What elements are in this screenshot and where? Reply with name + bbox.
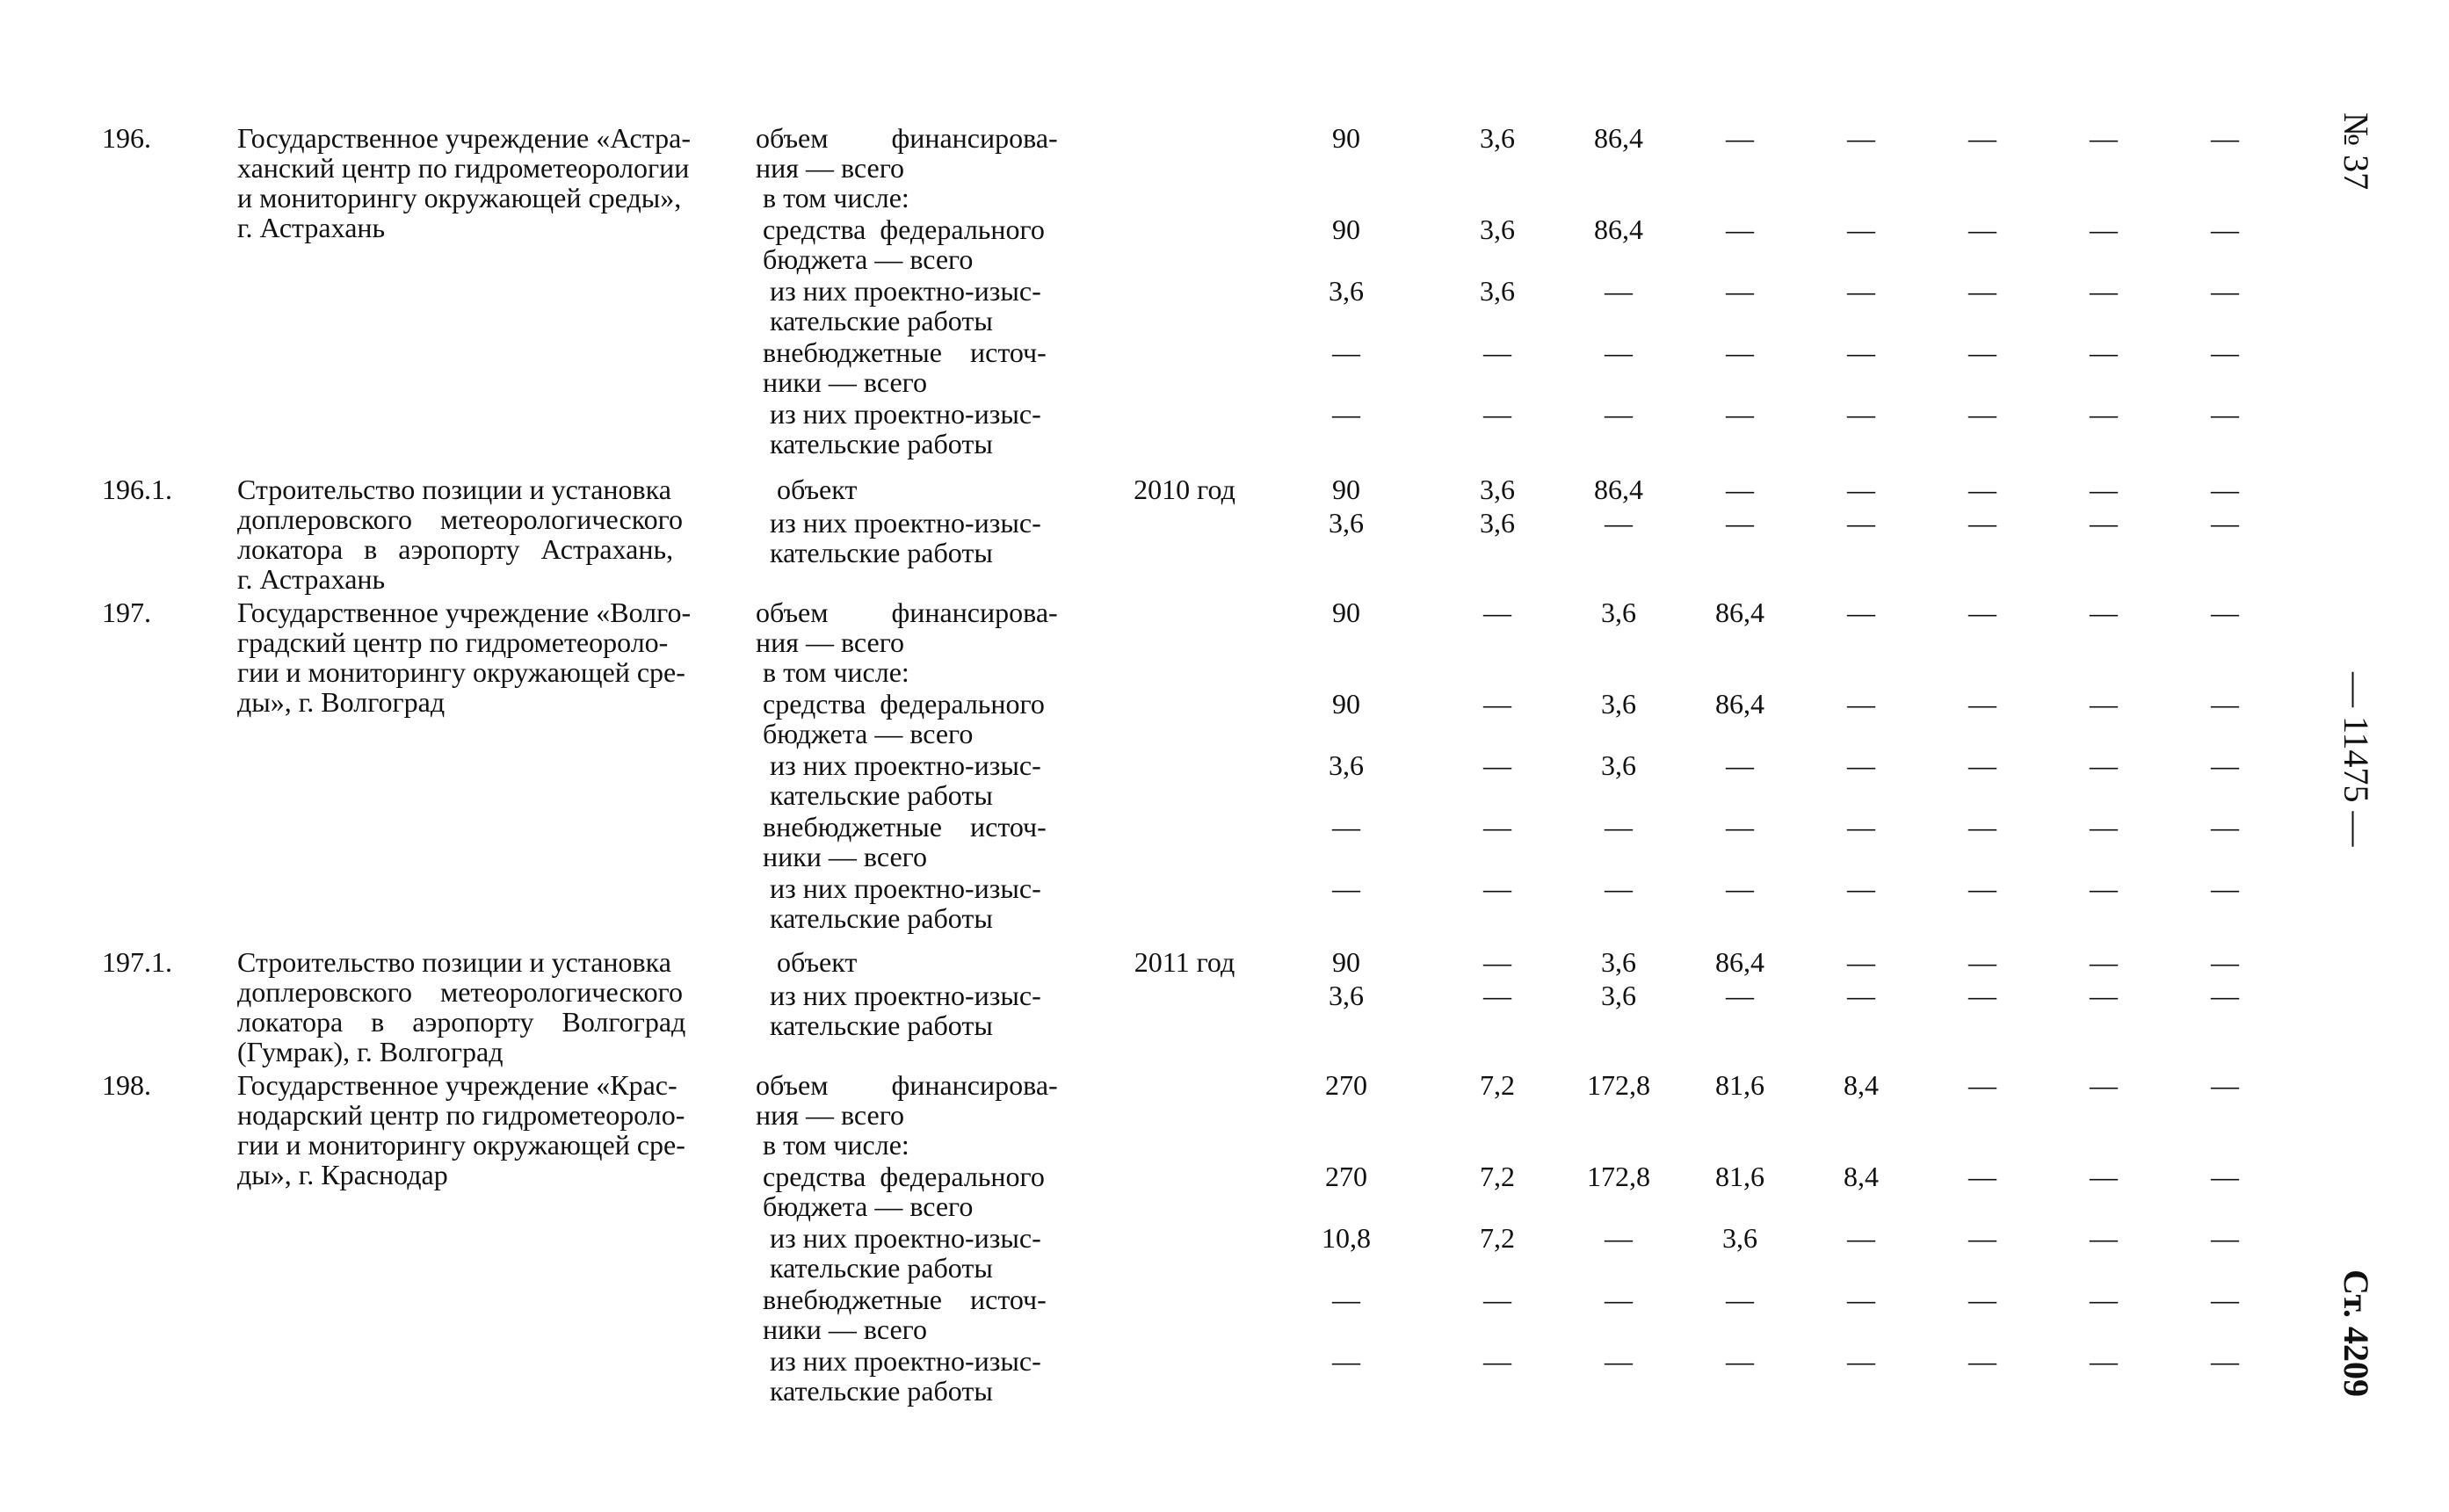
value-cell: 90 (1332, 122, 1360, 154)
line-label: ния — всего (756, 1099, 905, 1131)
value-cell: — (1483, 1345, 1511, 1377)
value-cell: — (2090, 811, 2118, 843)
line-label: из них проектно-изыс- (756, 275, 1041, 307)
value-cell: — (1483, 597, 1511, 628)
value-cell: — (1968, 122, 1996, 154)
row-title-line: г. Астрахань (237, 212, 386, 243)
value-cell: — (1968, 1345, 1996, 1377)
value-cell: — (2090, 597, 2118, 628)
value-cell: 90 (1332, 474, 1360, 505)
line-label: из них проектно-изыс- (756, 749, 1041, 781)
value-cell: — (1605, 275, 1633, 307)
line-label: кательские работы (756, 1009, 993, 1041)
value-cell: — (1605, 1345, 1633, 1377)
value-cell: — (2090, 122, 2118, 154)
row-title-line: доплеровского метеорологического (237, 503, 683, 535)
line-label: кательские работы (756, 305, 993, 336)
value-cell: — (1968, 980, 1996, 1011)
line-label: в том числе: (756, 1129, 909, 1161)
line-label: кательские работы (756, 1375, 993, 1407)
value-cell: — (2211, 811, 2239, 843)
value-cell: 10,8 (1322, 1222, 1371, 1254)
value-cell: — (1968, 398, 1996, 430)
value-cell: — (2211, 336, 2239, 368)
value-cell: 90 (1332, 688, 1360, 720)
value-cell: — (2211, 1161, 2239, 1192)
value-cell: — (2211, 688, 2239, 720)
row-title-line: нодарский центр по гидрометеороло- (237, 1099, 685, 1131)
value-cell: — (1847, 122, 1875, 154)
row-number: 196.1. (102, 474, 172, 505)
value-cell: — (1968, 688, 1996, 720)
row-title-line: и мониторингу окружающей среды», (237, 182, 682, 213)
value-cell: — (1847, 507, 1875, 539)
value-cell: — (1483, 872, 1511, 904)
line-label: из них проектно-изыс- (756, 980, 1041, 1011)
value-cell: — (1847, 688, 1875, 720)
value-cell: 8,4 (1844, 1069, 1879, 1101)
value-cell: 3,6 (1329, 507, 1364, 539)
value-cell: — (1968, 336, 1996, 368)
line-label: ники — всего (756, 366, 927, 398)
value-cell: 3,6 (1601, 597, 1636, 628)
value-cell: — (1847, 275, 1875, 307)
value-cell: — (1332, 1345, 1360, 1377)
value-cell: — (1968, 213, 1996, 245)
row-title-line: Государственное учреждение «Астра- (237, 122, 691, 154)
value-cell: 86,4 (1594, 122, 1643, 154)
value-cell: — (2211, 749, 2239, 781)
value-cell: — (1847, 946, 1875, 978)
line-label: в том числе: (756, 656, 909, 688)
value-cell: — (1726, 398, 1754, 430)
line-label: ния — всего (756, 626, 905, 658)
value-cell: — (1483, 336, 1511, 368)
value-cell: — (2211, 474, 2239, 505)
value-cell: — (1847, 872, 1875, 904)
value-cell: — (2090, 336, 2118, 368)
line-label: из них проектно-изыс- (756, 1222, 1041, 1254)
value-cell: — (2211, 213, 2239, 245)
value-cell: — (1847, 597, 1875, 628)
line-label: объект (756, 946, 858, 978)
value-cell: — (2090, 1161, 2118, 1192)
value-cell: — (1605, 507, 1633, 539)
row-title-line: Государственное учреждение «Крас- (237, 1069, 677, 1101)
line-label: средства федерального (756, 688, 1045, 720)
line-label: кательские работы (756, 779, 993, 811)
value-cell: — (2090, 688, 2118, 720)
value-cell: — (1483, 688, 1511, 720)
line-label: ния — всего (756, 152, 905, 184)
value-cell: 3,6 (1480, 507, 1515, 539)
value-cell: — (2090, 213, 2118, 245)
issue-number-label: № 37 (2337, 112, 2376, 191)
line-year: 2011 год (1134, 946, 1235, 978)
value-cell: — (2211, 1284, 2239, 1315)
value-cell: 86,4 (1715, 946, 1764, 978)
line-label: бюджета — всего (756, 243, 974, 275)
value-cell: — (1726, 1345, 1754, 1377)
value-cell: — (2090, 275, 2118, 307)
row-title-line: ханский центр по гидрометеорологии (237, 152, 690, 184)
row-title-line: локатора в аэропорту Волгоград (237, 1006, 686, 1038)
line-label: средства федерального (756, 213, 1045, 245)
value-cell: — (1726, 811, 1754, 843)
row-title-line: локатора в аэропорту Астрахань, (237, 533, 674, 565)
line-year: 2010 год (1134, 474, 1235, 505)
line-label: объем финансирова- (756, 122, 1058, 154)
value-cell: — (1726, 980, 1754, 1011)
value-cell: — (2090, 980, 2118, 1011)
value-cell: 86,4 (1594, 474, 1643, 505)
value-cell: 86,4 (1715, 597, 1764, 628)
row-title-line: ды», г. Волгоград (237, 686, 446, 718)
value-cell: 86,4 (1594, 213, 1643, 245)
value-cell: — (1847, 980, 1875, 1011)
value-cell: — (1332, 398, 1360, 430)
value-cell: — (1726, 1284, 1754, 1315)
value-cell: 3,6 (1480, 213, 1515, 245)
value-cell: — (1726, 213, 1754, 245)
value-cell: — (1847, 749, 1875, 781)
value-cell: — (1968, 1069, 1996, 1101)
value-cell: — (1483, 1284, 1511, 1315)
row-title-line: ды», г. Краснодар (237, 1159, 448, 1190)
value-cell: — (1332, 811, 1360, 843)
line-label: из них проектно-изыс- (756, 507, 1041, 539)
value-cell: 172,8 (1587, 1069, 1650, 1101)
value-cell: — (1605, 336, 1633, 368)
row-title-line: Строительство позиции и установка (237, 474, 671, 505)
value-cell: — (1968, 811, 1996, 843)
row-title-line: градский центр по гидрометеороло- (237, 626, 669, 658)
value-cell: — (2090, 1069, 2118, 1101)
line-label: из них проектно-изыс- (756, 398, 1041, 430)
value-cell: 3,6 (1601, 980, 1636, 1011)
value-cell: — (1605, 872, 1633, 904)
value-cell: — (1726, 507, 1754, 539)
value-cell: 90 (1332, 946, 1360, 978)
value-cell: — (1726, 749, 1754, 781)
value-cell: — (1968, 1222, 1996, 1254)
value-cell: — (1847, 1222, 1875, 1254)
value-cell: — (1483, 398, 1511, 430)
line-label: из них проектно-изыс- (756, 872, 1041, 904)
value-cell: — (1847, 398, 1875, 430)
value-cell: — (2211, 872, 2239, 904)
line-label: бюджета — всего (756, 1190, 974, 1222)
value-cell: — (1968, 946, 1996, 978)
value-cell: — (1332, 1284, 1360, 1315)
value-cell: — (1847, 811, 1875, 843)
line-label: внебюджетные источ- (756, 811, 1047, 843)
value-cell: — (1968, 1284, 1996, 1315)
value-cell: — (1605, 811, 1633, 843)
value-cell: 3,6 (1329, 980, 1364, 1011)
value-cell: — (2090, 749, 2118, 781)
value-cell: 7,2 (1480, 1069, 1515, 1101)
row-title-line: гии и мониторингу окружающей сре- (237, 656, 685, 688)
line-label: кательские работы (756, 537, 993, 568)
value-cell: 90 (1332, 597, 1360, 628)
value-cell: 3,6 (1722, 1222, 1757, 1254)
value-cell: — (2090, 398, 2118, 430)
value-cell: — (2211, 946, 2239, 978)
value-cell: — (2211, 122, 2239, 154)
value-cell: — (2211, 398, 2239, 430)
value-cell: 7,2 (1480, 1161, 1515, 1192)
row-number: 196. (102, 122, 151, 154)
line-label: внебюджетные источ- (756, 1284, 1047, 1315)
value-cell: — (1605, 398, 1633, 430)
value-cell: 270 (1325, 1069, 1367, 1101)
row-title-line: Государственное учреждение «Волго- (237, 597, 692, 628)
line-label: объем финансирова- (756, 1069, 1058, 1101)
value-cell: 8,4 (1844, 1161, 1879, 1192)
line-label: кательские работы (756, 428, 993, 459)
value-cell: 3,6 (1601, 946, 1636, 978)
value-cell: — (1726, 336, 1754, 368)
value-cell: — (1847, 474, 1875, 505)
line-label: в том числе: (756, 182, 909, 213)
row-title-line: г. Астрахань (237, 563, 386, 595)
value-cell: — (2211, 1345, 2239, 1377)
value-cell: — (1968, 275, 1996, 307)
line-label: ники — всего (756, 1313, 927, 1345)
value-cell: 3,6 (1601, 749, 1636, 781)
value-cell: 86,4 (1715, 688, 1764, 720)
value-cell: — (1968, 597, 1996, 628)
line-label: кательские работы (756, 902, 993, 934)
value-cell: 81,6 (1715, 1161, 1764, 1192)
value-cell: 3,6 (1480, 275, 1515, 307)
value-cell: — (1847, 1345, 1875, 1377)
value-cell: — (1605, 1284, 1633, 1315)
value-cell: — (1968, 749, 1996, 781)
value-cell: 81,6 (1715, 1069, 1764, 1101)
value-cell: 3,6 (1601, 688, 1636, 720)
value-cell: — (2090, 1284, 2118, 1315)
line-label: объект (756, 474, 858, 505)
page-number-label: — 11475 — (2337, 672, 2376, 847)
value-cell: 172,8 (1587, 1161, 1650, 1192)
value-cell: — (1968, 474, 1996, 505)
value-cell: — (1483, 980, 1511, 1011)
value-cell: 90 (1332, 213, 1360, 245)
value-cell: 3,6 (1329, 749, 1364, 781)
value-cell: — (2090, 1345, 2118, 1377)
value-cell: — (2211, 275, 2239, 307)
value-cell: — (2211, 980, 2239, 1011)
value-cell: — (2090, 1222, 2118, 1254)
article-number-label: Ст. 4209 (2337, 1270, 2376, 1397)
value-cell: — (2090, 474, 2118, 505)
line-label: из них проектно-изыс- (756, 1345, 1041, 1377)
line-label: ники — всего (756, 841, 927, 872)
value-cell: — (1332, 336, 1360, 368)
value-cell: — (1847, 336, 1875, 368)
value-cell: 3,6 (1480, 474, 1515, 505)
line-label: средства федерального (756, 1161, 1045, 1192)
value-cell: — (1968, 507, 1996, 539)
value-cell: — (1483, 811, 1511, 843)
value-cell: — (2211, 1222, 2239, 1254)
value-cell: — (1847, 1284, 1875, 1315)
value-cell: — (2090, 507, 2118, 539)
row-number: 197. (102, 597, 151, 628)
row-title-line: Строительство позиции и установка (237, 946, 671, 978)
row-number: 197.1. (102, 946, 172, 978)
value-cell: 270 (1325, 1161, 1367, 1192)
value-cell: — (1726, 122, 1754, 154)
value-cell: — (2211, 597, 2239, 628)
value-cell: — (1726, 872, 1754, 904)
row-title-line: гии и мониторингу окружающей сре- (237, 1129, 685, 1161)
value-cell: — (1968, 872, 1996, 904)
value-cell: — (1605, 1222, 1633, 1254)
value-cell: — (1483, 946, 1511, 978)
line-label: внебюджетные источ- (756, 336, 1047, 368)
value-cell: — (2090, 872, 2118, 904)
value-cell: — (1726, 474, 1754, 505)
value-cell: 3,6 (1329, 275, 1364, 307)
line-label: бюджета — всего (756, 718, 974, 749)
value-cell: — (1847, 213, 1875, 245)
line-label: объем финансирова- (756, 597, 1058, 628)
value-cell: 7,2 (1480, 1222, 1515, 1254)
value-cell: — (2090, 946, 2118, 978)
value-cell: — (1968, 1161, 1996, 1192)
value-cell: — (1483, 749, 1511, 781)
value-cell: — (1332, 872, 1360, 904)
value-cell: — (2211, 1069, 2239, 1101)
value-cell: 3,6 (1480, 122, 1515, 154)
row-title-line: (Гумрак), г. Волгоград (237, 1036, 504, 1067)
row-number: 198. (102, 1069, 151, 1101)
value-cell: — (1726, 275, 1754, 307)
value-cell: — (2211, 507, 2239, 539)
line-label: кательские работы (756, 1252, 993, 1284)
row-title-line: доплеровского метеорологического (237, 976, 683, 1008)
